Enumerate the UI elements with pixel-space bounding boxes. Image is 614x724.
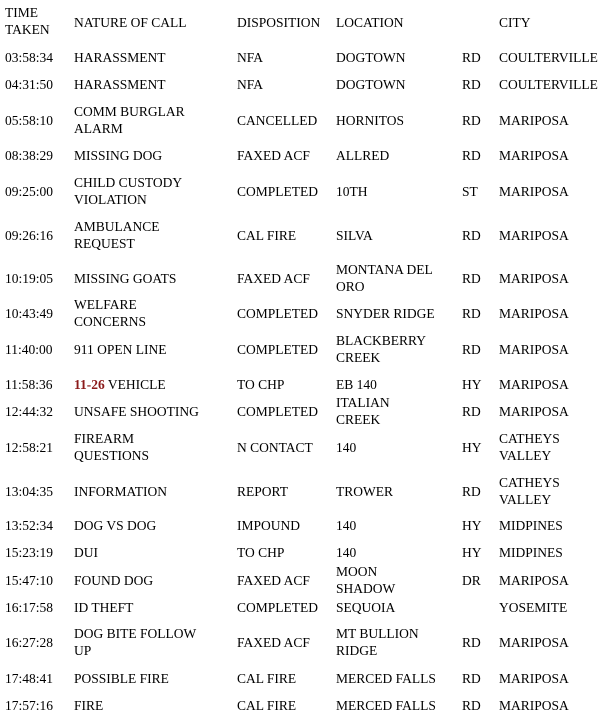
street-type-cell: HY	[462, 517, 482, 533]
location-cell: ITALIAN CREEK	[336, 395, 390, 427]
city-cell: COULTERVILLE	[499, 49, 598, 65]
location-cell: TROWER	[336, 483, 393, 499]
disposition-cell: TO CHP	[237, 544, 285, 560]
city-cell: MARIPOSA	[499, 227, 569, 243]
location-cell: MERCED FALLS	[336, 670, 436, 686]
time-cell: 08:38:29	[5, 147, 54, 163]
city-cell: YOSEMITE	[499, 599, 568, 615]
street-type-cell: RD	[462, 670, 481, 686]
disposition-cell: NFA	[237, 76, 264, 92]
call-code: 11-26	[74, 376, 105, 392]
time-cell: 11:40:00	[5, 341, 53, 357]
street-type-cell: RD	[462, 341, 481, 357]
header-disposition: DISPOSITION	[237, 15, 321, 30]
location-cell: HORNITOS	[336, 112, 405, 128]
city-cell: MARIPOSA	[499, 572, 569, 588]
city-cell: MARIPOSA	[499, 270, 569, 286]
nature-cell: DUI	[74, 544, 98, 560]
disposition-cell: NFA	[237, 49, 264, 65]
call-nature-text: VEHICLE	[107, 376, 166, 392]
nature-cell: INFORMATION	[74, 483, 168, 499]
nature-cell: HARASSMENT	[74, 76, 166, 92]
time-cell: 13:52:34	[5, 517, 54, 533]
time-cell: 17:57:16	[5, 697, 54, 713]
disposition-cell: N CONTACT	[237, 439, 313, 455]
location-cell: ALLRED	[336, 147, 390, 163]
time-cell: 16:17:58	[5, 599, 54, 615]
header-city: CITY	[499, 15, 531, 30]
nature-cell: AMBULANCE REQUEST	[74, 219, 160, 251]
nature-cell: UNSAFE SHOOTING	[74, 403, 199, 419]
nature-cell: FIRE	[74, 697, 104, 713]
disposition-cell: CANCELLED	[237, 112, 318, 128]
location-cell: SILVA	[336, 227, 373, 243]
nature-cell: ID THEFT	[74, 599, 134, 615]
nature-cell	[74, 376, 166, 393]
disposition-cell: COMPLETED	[237, 403, 318, 419]
nature-cell: DOG VS DOG	[74, 517, 157, 533]
city-cell: MARIPOSA	[499, 376, 569, 392]
disposition-cell: FAXED ACF	[237, 634, 310, 650]
disposition-cell: CAL FIRE	[237, 227, 297, 243]
disposition-cell: COMPLETED	[237, 341, 318, 357]
street-type-cell: RD	[462, 697, 481, 713]
time-cell: 04:31:50	[5, 76, 54, 92]
header-location: LOCATION	[336, 15, 404, 30]
time-cell: 16:27:28	[5, 634, 54, 650]
disposition-cell: FAXED ACF	[237, 147, 310, 163]
street-type-cell: RD	[462, 147, 481, 163]
street-type-cell: RD	[462, 305, 481, 321]
street-type-cell: RD	[462, 76, 481, 92]
time-cell: 17:48:41	[5, 670, 54, 686]
nature-cell: MISSING GOATS	[74, 270, 177, 286]
time-cell: 15:23:19	[5, 544, 54, 560]
time-cell: 03:58:34	[5, 49, 54, 65]
city-cell: MIDPINES	[499, 517, 563, 533]
city-cell: MARIPOSA	[499, 147, 569, 163]
time-cell: 05:58:10	[5, 112, 54, 128]
street-type-cell: RD	[462, 270, 481, 286]
location-cell: SNYDER RIDGE	[336, 305, 435, 321]
nature-cell: HARASSMENT	[74, 49, 166, 65]
street-type-cell: RD	[462, 483, 481, 499]
time-cell: 11:58:36	[5, 376, 53, 392]
location-cell: EB 140	[336, 376, 377, 392]
city-cell: MIDPINES	[499, 544, 563, 560]
city-cell: MARIPOSA	[499, 341, 569, 357]
nature-cell: MISSING DOG	[74, 147, 163, 163]
time-cell: 12:44:32	[5, 403, 54, 419]
location-cell: DOGTOWN	[336, 49, 406, 65]
time-cell: 10:43:49	[5, 305, 54, 321]
city-cell: MARIPOSA	[499, 305, 569, 321]
street-type-cell: ST	[462, 183, 478, 199]
location-cell: 140	[336, 439, 357, 455]
city-cell: MARIPOSA	[499, 697, 569, 713]
disposition-cell: FAXED ACF	[237, 270, 310, 286]
disposition-cell: REPORT	[237, 483, 288, 499]
location-cell: 140	[336, 544, 357, 560]
city-cell: MARIPOSA	[499, 183, 569, 199]
nature-cell: POSSIBLE FIRE	[74, 670, 169, 686]
street-type-cell: HY	[462, 439, 482, 455]
location-cell: BLACKBERRY CREEK	[336, 333, 426, 365]
street-type-cell: HY	[462, 544, 482, 560]
time-cell: 10:19:05	[5, 270, 54, 286]
disposition-cell: CAL FIRE	[237, 697, 297, 713]
nature-cell: WELFARE CONCERNS	[74, 297, 147, 329]
street-type-cell: RD	[462, 49, 481, 65]
location-cell: SEQUOIA	[336, 599, 396, 615]
city-cell: MARIPOSA	[499, 634, 569, 650]
disposition-cell: COMPLETED	[237, 599, 318, 615]
time-cell: 13:04:35	[5, 483, 54, 499]
disposition-cell: IMPOUND	[237, 517, 301, 533]
nature-cell: CHILD CUSTODY VIOLATION	[74, 175, 182, 207]
location-cell: 140	[336, 517, 357, 533]
nature-cell: COMM BURGLAR ALARM	[74, 104, 185, 136]
disposition-cell: COMPLETED	[237, 183, 318, 199]
city-cell: CATHEYS VALLEY	[499, 431, 560, 463]
nature-cell: FIREARM QUESTIONS	[74, 431, 150, 463]
city-cell: CATHEYS VALLEY	[499, 475, 560, 507]
header-nature-of-call: NATURE OF CALL	[74, 15, 187, 30]
location-cell: DOGTOWN	[336, 76, 406, 92]
disposition-cell: COMPLETED	[237, 305, 318, 321]
city-cell: MARIPOSA	[499, 670, 569, 686]
city-cell: MARIPOSA	[499, 403, 569, 419]
street-type-cell: RD	[462, 403, 481, 419]
street-type-cell: HY	[462, 376, 482, 392]
street-type-cell: RD	[462, 634, 481, 650]
location-cell: MT BULLION RIDGE	[336, 626, 419, 658]
time-cell: 12:58:21	[5, 439, 54, 455]
disposition-cell: CAL FIRE	[237, 670, 297, 686]
time-cell: 09:26:16	[5, 227, 54, 243]
street-type-cell: DR	[462, 572, 481, 588]
city-cell: MARIPOSA	[499, 112, 569, 128]
disposition-cell: TO CHP	[237, 376, 285, 392]
location-cell: MOON SHADOW	[336, 564, 396, 596]
disposition-cell: FAXED ACF	[237, 572, 310, 588]
location-cell: MERCED FALLS	[336, 697, 436, 713]
nature-cell: DOG BITE FOLLOW UP	[74, 626, 196, 658]
time-cell: 15:47:10	[5, 572, 54, 588]
location-cell: MONTANA DEL ORO	[336, 262, 433, 294]
location-cell: 10TH	[336, 183, 368, 199]
city-cell: COULTERVILLE	[499, 76, 598, 92]
street-type-cell: RD	[462, 112, 481, 128]
nature-cell: 911 OPEN LINE	[74, 341, 167, 357]
street-type-cell: RD	[462, 227, 481, 243]
nature-cell: FOUND DOG	[74, 572, 154, 588]
header-time-taken: TIME TAKEN	[5, 5, 50, 37]
time-cell: 09:25:00	[5, 183, 54, 199]
